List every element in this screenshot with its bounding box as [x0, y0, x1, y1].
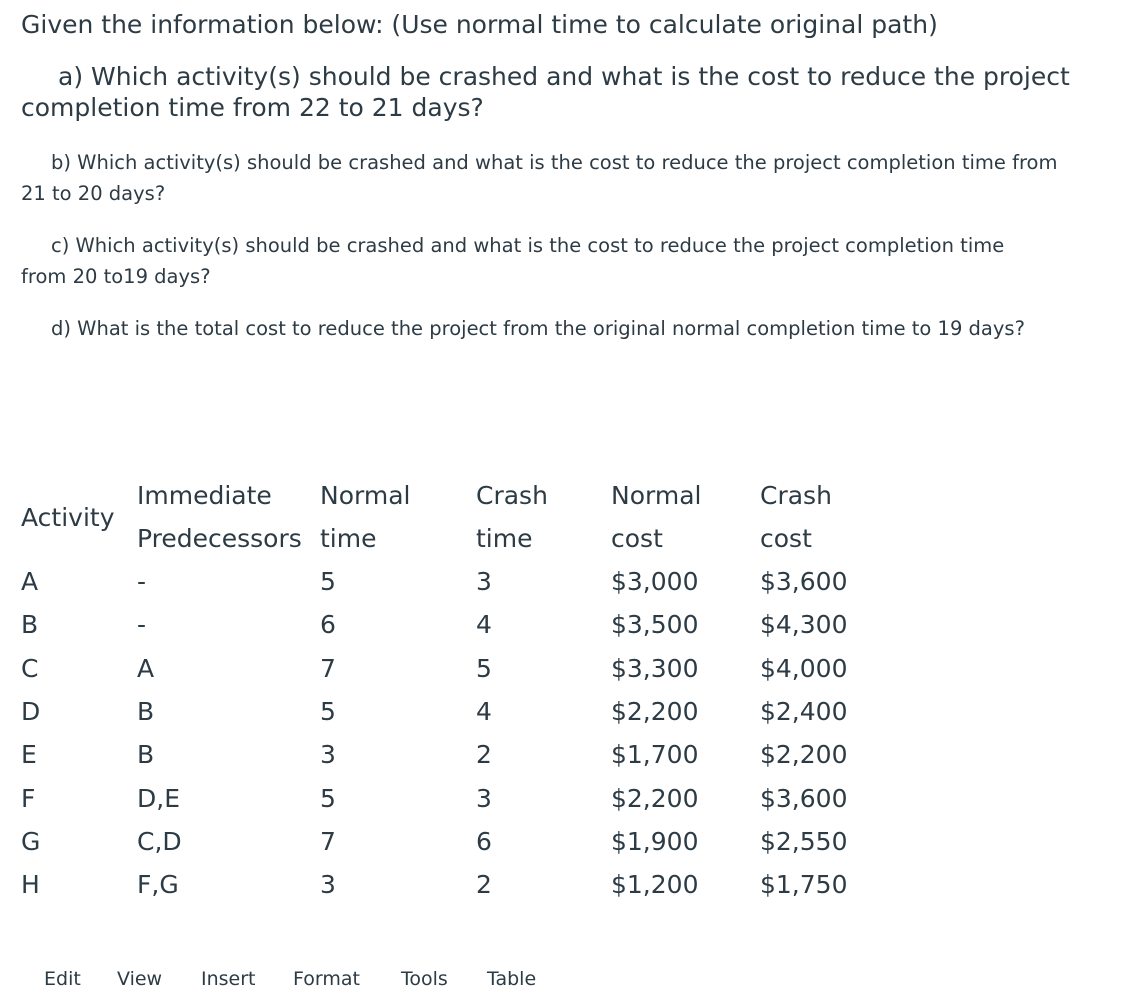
cell-normal-cost: $3,000	[611, 567, 699, 596]
cell-predecessors: F,G	[137, 870, 179, 899]
menu-item-edit[interactable]: Edit	[44, 968, 81, 990]
cell-crash-time: 3	[476, 784, 492, 813]
cell-normal-cost: $2,200	[611, 784, 699, 813]
cell-crash-time: 4	[476, 697, 492, 726]
cell-normal-cost: $1,200	[611, 870, 699, 899]
editor-menubar	[0, 968, 1146, 988]
menu-item-table[interactable]: Table	[487, 968, 537, 990]
cell-crash-time: 4	[476, 610, 492, 639]
cell-normal-cost: $3,300	[611, 654, 699, 683]
cell-normal-cost: $3,500	[611, 610, 699, 639]
cell-activity: B	[21, 610, 39, 639]
header-crash-cost-line1: Crash	[760, 481, 832, 510]
cell-normal-cost: $1,700	[611, 740, 699, 769]
cell-crash-cost: $3,600	[760, 567, 848, 596]
question-c-line1: c) Which activity(s) should be crashed and what is the cost to reduce the project completion time	[51, 234, 1005, 257]
header-crash-time-line1: Crash	[476, 481, 548, 510]
question-b-line2: 21 to 20 days?	[21, 182, 166, 205]
cell-normal-time: 5	[320, 784, 336, 813]
cell-predecessors: A	[137, 654, 155, 683]
cell-activity: G	[21, 827, 41, 856]
cell-predecessors: C,D	[137, 827, 182, 856]
cell-crash-cost: $2,400	[760, 697, 848, 726]
header-predecessors-line2: Predecessors	[137, 524, 302, 553]
cell-predecessors: B	[137, 740, 155, 769]
question-d-line: d) What is the total cost to reduce the project from the original normal completion time to 19 days?	[51, 317, 1025, 340]
cell-crash-time: 2	[476, 740, 492, 769]
cell-crash-cost: $4,300	[760, 610, 848, 639]
cell-crash-time: 3	[476, 567, 492, 596]
question-a-line2: completion time from 22 to 21 days?	[21, 93, 484, 122]
menu-item-view[interactable]: View	[117, 968, 163, 990]
header-crash-time-line2: time	[476, 524, 533, 553]
cell-crash-cost: $2,550	[760, 827, 848, 856]
cell-predecessors: -	[137, 610, 147, 639]
menu-item-format[interactable]: Format	[293, 968, 360, 990]
header-normal-cost-line1: Normal	[611, 481, 702, 510]
header-normal-time-line1: Normal	[320, 481, 411, 510]
cell-normal-time: 5	[320, 697, 336, 726]
cell-normal-time: 7	[320, 827, 336, 856]
header-normal-time-line2: time	[320, 524, 377, 553]
cell-crash-time: 6	[476, 827, 492, 856]
cell-predecessors: -	[137, 567, 147, 596]
cell-activity: A	[21, 567, 39, 596]
question-intro: Given the information below: (Use normal time to calculate original path)	[21, 10, 938, 39]
header-predecessors-line1: Immediate	[137, 481, 272, 510]
cell-activity: C	[21, 654, 39, 683]
question-c-line2: from 20 to19 days?	[21, 265, 211, 288]
cell-activity: E	[21, 740, 37, 769]
cell-normal-time: 3	[320, 870, 336, 899]
cell-activity: H	[21, 870, 40, 899]
cell-activity: D	[21, 697, 41, 726]
cell-crash-time: 2	[476, 870, 492, 899]
cell-normal-time: 3	[320, 740, 336, 769]
cell-normal-time: 7	[320, 654, 336, 683]
cell-crash-cost: $3,600	[760, 784, 848, 813]
cell-normal-time: 5	[320, 567, 336, 596]
cell-normal-cost: $2,200	[611, 697, 699, 726]
menu-item-insert[interactable]: Insert	[201, 968, 256, 990]
cell-predecessors: B	[137, 697, 155, 726]
cell-normal-cost: $1,900	[611, 827, 699, 856]
cell-crash-cost: $4,000	[760, 654, 848, 683]
cell-crash-cost: $1,750	[760, 870, 848, 899]
cell-predecessors: D,E	[137, 784, 180, 813]
header-normal-cost-line2: cost	[611, 524, 663, 553]
menu-item-tools[interactable]: Tools	[401, 968, 448, 990]
question-a-line1: a) Which activity(s) should be crashed and what is the cost to reduce the project	[58, 62, 1070, 91]
header-activity: Activity	[21, 503, 115, 532]
cell-activity: F	[21, 784, 36, 813]
question-b-line1: b) Which activity(s) should be crashed and what is the cost to reduce the project completion time from	[51, 151, 1058, 174]
header-crash-cost-line2: cost	[760, 524, 812, 553]
cell-crash-time: 5	[476, 654, 492, 683]
cell-normal-time: 6	[320, 610, 336, 639]
cell-crash-cost: $2,200	[760, 740, 848, 769]
